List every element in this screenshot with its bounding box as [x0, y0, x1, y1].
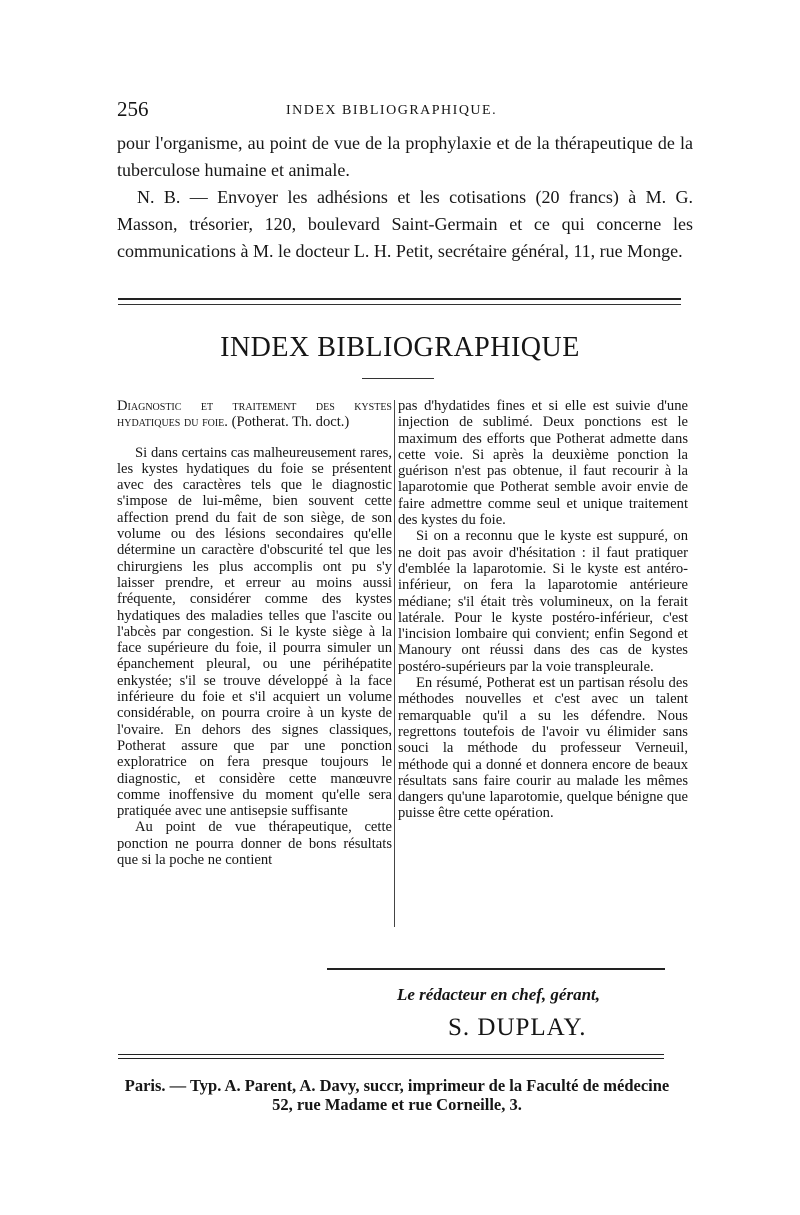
right-paragraph-1: pas d'hydatides fines et si elle est suivie d'une injection de sublimé. Deux ponctions est le maximum des efforts que Potherat admette dans cette voie. Si après la deuxième ponction la guérison n'est pas obtenue, il faut recourir à la laparotomie que Potherat semble avoir envie de faire admettre comme seul et unique traitement des kystes du foie. [398, 398, 688, 529]
printer-imprint [112, 1076, 682, 1114]
intro-text [117, 130, 693, 265]
nb-paragraph: N. B. — Envoyer les adhésions et les cotisations (20 francs) à M. G. Masson, trésorier, 120, boulevard Saint-Germain et ce qui concerne les communications à M. le docteur L. H. Petit, secrétaire général, 11, rue Monge. [117, 187, 693, 261]
article-header [117, 398, 392, 431]
imprint-line-2: 52, rue Madame et rue Corneille, 3. [272, 1095, 522, 1114]
right-paragraph-2: Si on a reconnu que le kyste est suppuré, on ne doit pas avoir d'hésitation : il faut pratiquer d'emblée la laparotomie. Si le kyste est antéro-inférieur, on fera la laparotomie antérieure médiane; s'il était très volumineux, on la ferait latérale. Pour le kyste postéro-inférieur, c'est l'incision lombaire qui convient; enfin Segond et Manoury ont réussi dans des cas de kystes postéro-supérieurs par la voie transpleurale. [398, 528, 688, 675]
signature-role: Le rédacteur en chef, gérant, [397, 985, 601, 1004]
running-head: INDEX BIBLIOGRAPHIQUE. [286, 103, 498, 118]
section-title: INDEX BIBLIOGRAPHIQUE [220, 332, 580, 363]
article-citation: (Potherat. Th. doct.) [231, 414, 350, 431]
signature-name: S. DUPLAY. [448, 1014, 587, 1041]
footer-double-rule-top [118, 1054, 664, 1055]
section-double-rule-top [118, 298, 681, 300]
footer-double-rule-bottom [118, 1058, 664, 1059]
title-underline [362, 378, 434, 379]
imprint-line-1: Paris. — Typ. A. Parent, A. Davy, succr, imprimeur de la Faculté de médecine [124, 1076, 670, 1095]
left-column [117, 398, 392, 868]
left-paragraph-2: Au point de vue thérapeutique, cette ponction ne pourra donner de bons résultats que si la poche ne contient [117, 819, 392, 869]
page-number: 256 [117, 97, 149, 121]
right-column [398, 398, 688, 822]
article-heading: Diagnostic et traitement des kystes hydatiques du foie. [117, 398, 392, 431]
section-double-rule-bottom [118, 304, 681, 305]
left-paragraph-1: Si dans certains cas malheureusement rares, les kystes hydatiques du foie se présentent avec des caractères tels que le diagnostic s'impose de lui-même, bien souvent cette affection prend du fait de son siège, de son volume ou des lésions secondaires qu'elle détermine un caractère d'obscurité tel que les chirurgiens les plus accomplis ont pu s'y laisser prendre, et erreur au moins aussi fréquente, considérer comme des kystes hydatiques des maladies telles que l'ascite ou l'abcès par congestion. Si le kyste siège à la face supérieure du foie, il pourra simuler un épanchement pleural, ou une périhépatite enkystée; s'il se trouve développé à la face inférieure du foie et s'il acquiert un volume considérable, on pourra croire à un kyste de l'ovaire. En dehors des signes classiques, Potherat assure que par une ponction exploratrice on fera presque toujours le diagnostic, et considère cette manœuvre comme inoffensive du moment qu'elle sera pratiquée avec une antisepsie suffisante [117, 444, 392, 820]
intro-paragraph: pour l'organisme, au point de vue de la prophylaxie et de la thérapeutique de la tuberculose humaine et animale. [117, 133, 693, 180]
column-divider [394, 400, 395, 927]
signature-rule [327, 968, 665, 970]
right-paragraph-3: En résumé, Potherat est un partisan résolu des méthodes nouvelles et c'est avec un talent remarquable qu'il a su les défendre. Nous regrettons toutefois de l'avoir vu élimider sans souci la méthode du professeur Verneuil, méthode qui a donné et donnera encore de beaux résultats sans faire courir au malade les mêmes dangers qu'une laparotomie, quelque bénigne que puisse être cette opération. [398, 675, 688, 822]
